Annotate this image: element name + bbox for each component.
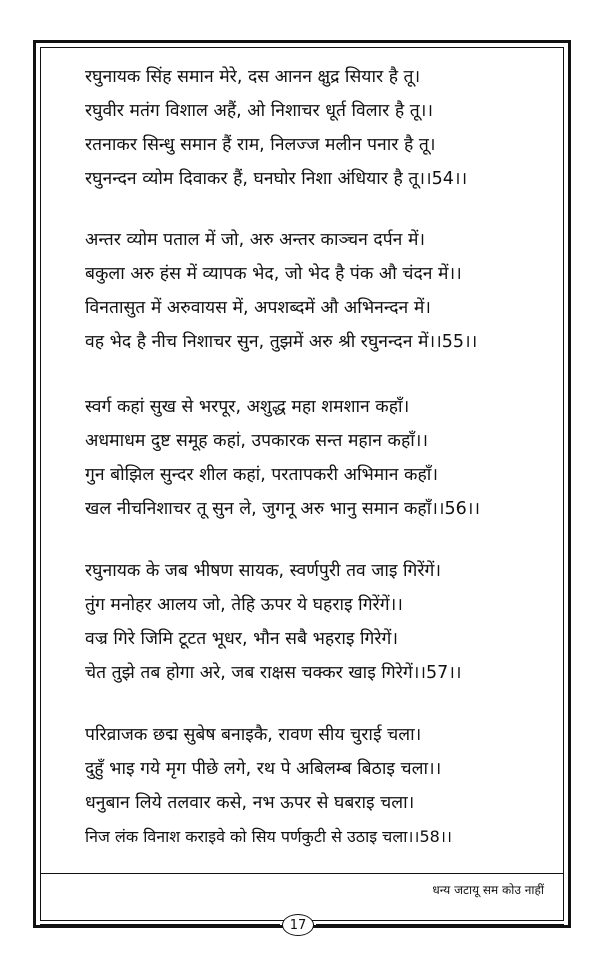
- verse-line: धनुबान लिये तलवार कसे, नभ ऊपर से घबराइ चला।: [85, 793, 415, 813]
- verse-line: परिव्राजक छद्म सुबेष बनाइकै, रावण सीय चुराई चला।: [85, 725, 422, 745]
- stanza-55: [85, 223, 545, 359]
- verse-line: विनतासुत में अरुवायस में, अपशब्दमें औ अभिनन्दन में।: [85, 298, 431, 318]
- verse-line: वज्र गिरे जिमि टूटत भूधर, भौन सबै भहराइ गिरेगें।: [85, 629, 399, 649]
- page-number-rule-right: [316, 924, 564, 925]
- verse-line: रघुवीर मतंग विशाल अहैं, ओ निशाचर धूर्त विलार है तू।।: [85, 101, 433, 121]
- footer-divider: [40, 873, 564, 874]
- verse-line: रघुनायक के जब भीषण सायक, स्वर्णपुरी तव जाइ गिरेंगें।: [85, 561, 442, 581]
- verse-line: रघुनन्दन व्योम दिवाकर हैं, घनघोर निशा अंधियार है तू।।54।।: [85, 169, 468, 189]
- running-title: धन्य जटायू सम कोउ नाहीं: [432, 883, 544, 897]
- verse-line: स्वर्ग कहां सुख से भरपूर, अशुद्ध महा शमशान कहाँ।: [85, 397, 410, 417]
- verse-line: रतनाकर सिन्धु समान हैं राम, निलज्ज मलीन पनार है तू।: [85, 135, 436, 155]
- verse-line: निज लंक विनाश कराइवे को सिय पर्णकुटी से उठाइ चला।।58।।: [85, 827, 452, 846]
- verse-line: दुहुँ भाइ गये मृग पीछे लगे, रथ पे अबिलम्ब बिठाइ चला।।: [85, 759, 442, 779]
- verse-line: बकुला अरु हंस में व्यापक भेद, जो भेद है पंक औ चंदन में।।: [85, 264, 462, 284]
- page-number: 17: [282, 914, 314, 936]
- stanza-54: [85, 60, 545, 196]
- verse-line: चेत तुझे तब होगा अरे, जब राक्षस चक्कर खाइ गिरेगें।।57।।: [85, 663, 462, 683]
- verse-line: अधमाधम दुष्ट समूह कहां, उपकारक सन्त महान कहाँ।।: [85, 431, 429, 451]
- stanza-56: [85, 390, 545, 526]
- page-number-rule-left: [40, 924, 280, 925]
- stanza-57: [85, 554, 545, 690]
- verse-line: रघुनायक सिंह समान मेरे, दस आनन क्षुद्र सियार है तू।: [85, 67, 421, 87]
- verse-line: तुंग मनोहर आलय जो, तेहि ऊपर ये घहराइ गिरेंगें।।: [85, 595, 403, 615]
- verse-line: वह भेद है नीच निशाचर सुन, तुझमें अरु श्री रघुनन्दन में।।55।।: [85, 332, 478, 352]
- stanza-58: [85, 718, 545, 854]
- verse-line: गुन बोझिल सुन्दर शील कहां, परतापकरी अभिमान कहाँ।: [85, 465, 438, 485]
- verse-line: खल नीचनिशाचर तू सुन ले, जुगनू अरु भानु समान कहाँ।।56।।: [85, 499, 481, 519]
- verse-line: अन्तर व्योम पताल में जो, अरु अन्तर काञ्चन दर्पन में।: [85, 230, 426, 250]
